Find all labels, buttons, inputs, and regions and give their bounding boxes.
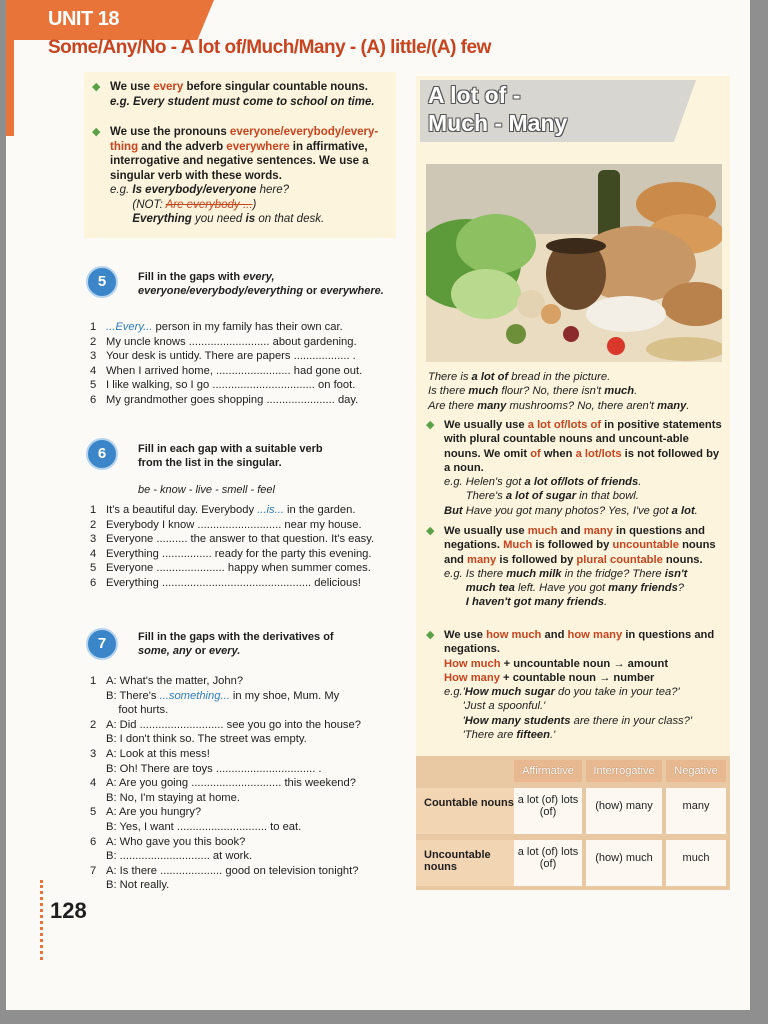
rule-text: We use how much and how many in questions and negations. How much + uncountable noun → amount How many + countable noun → number e.g.'How much sugar do you take in your tea?' 'Just a spoonful.' 'How many students are there in your class?' 'There are fifteen.': [444, 629, 715, 742]
table-row-label-uncountable: Uncountable nouns: [416, 840, 514, 886]
item-text: When I arrived home, ........................ had gone out.: [106, 364, 363, 377]
exercise-item: [90, 878, 169, 892]
diamond-bullet-icon: ◆: [426, 419, 435, 431]
item-text: Everything ................................................ delicious!: [106, 576, 361, 589]
exercise-item: [90, 393, 358, 407]
photo-examples: There is a lot of bread in the picture. Is there much flour? No, there isn't much. Are there many mushrooms? No, there aren't many.: [428, 371, 690, 412]
rule-much-many: [428, 524, 724, 610]
exercise-item: [90, 703, 168, 717]
exercise-item: [90, 532, 374, 546]
item-text: B: Not really.: [106, 879, 170, 892]
exercise-item: [90, 747, 210, 761]
item-text: ...Every... person in my family has their own car.: [106, 321, 343, 333]
rule-text: We use the pronouns everyone/everybody/every-thing and the adverb everywhere in affirmative, interrogative and negative sentences. We use a singular verb with these words. e.g. Is everybody/everyone here? (NOT: Are everybody ...) Everything you need is on that desk.: [110, 126, 379, 225]
exercise-item: [90, 820, 301, 834]
exercise-item: [90, 849, 252, 863]
exercise-item: [90, 349, 356, 363]
exercise-item: [90, 576, 361, 590]
item-number: 3: [90, 533, 97, 545]
item-text: It's a beautiful day. Everybody ...is... in the garden.: [106, 504, 356, 516]
item-text: My uncle knows .......................... about gardening.: [106, 335, 357, 348]
right-title-line-2: Much - Many: [428, 110, 568, 136]
header-band: [6, 40, 14, 136]
right-title-line-1: A lot of -: [428, 82, 521, 108]
exercise-item: [90, 674, 243, 688]
item-text: B: ............................. at work.: [106, 850, 253, 863]
item-text: B: I don't think so. The street was empty.: [106, 733, 307, 746]
item-number: 2: [90, 518, 97, 531]
rule-a-lot-of: [428, 418, 724, 518]
exercise-item: [90, 503, 355, 517]
item-text: foot hurts.: [106, 704, 169, 717]
exercise-7-badge: 7: [86, 628, 118, 660]
item-number: 6: [90, 835, 97, 848]
exercise-item: [90, 762, 322, 776]
table-cell: (how) much: [586, 840, 662, 886]
table-header-negative: Negative: [666, 760, 726, 782]
page-number: 128: [50, 898, 87, 923]
table-cell: a lot (of) lots (of): [514, 840, 582, 886]
rule-everyone: [94, 125, 392, 227]
textbook-page: [6, 0, 750, 1010]
item-text: A: Are you going ............................. this weekend?: [106, 777, 356, 790]
item-text: Everybody I know ........................... near my house.: [106, 518, 362, 531]
diamond-bullet-icon: ◆: [92, 126, 101, 138]
exercise-item: [90, 776, 356, 790]
item-number: 3: [90, 350, 97, 362]
item-number: 5: [90, 806, 97, 819]
item-number: 4: [90, 547, 97, 560]
item-text: A: Look at this mess!: [106, 748, 210, 760]
exercise-item: [90, 378, 355, 392]
diamond-bullet-icon: ◆: [426, 629, 435, 641]
exercise-item: [90, 561, 371, 575]
exercise-item: [90, 518, 362, 532]
exercise-item: [90, 718, 361, 732]
exercise-6-instruction: Fill in each gap with a suitable verb from the list in the singular.: [138, 443, 323, 469]
item-text: My grandmother goes shopping ...................... day.: [106, 393, 359, 406]
item-text: A: Who gave you this book?: [106, 835, 246, 848]
item-number: 1: [90, 675, 97, 687]
food-photo: [426, 164, 722, 362]
diamond-bullet-icon: ◆: [426, 525, 435, 537]
table-cell: much: [666, 840, 726, 886]
item-text: Your desk is untidy. There are papers .................. .: [106, 350, 356, 362]
rule-text: We use every before singular countable nouns. e.g. Every student must come to school on time.: [110, 81, 375, 108]
exercise-item: [90, 791, 240, 805]
word-list: be - know - live - smell - feel: [138, 484, 275, 496]
rule-every: [94, 80, 392, 109]
rule-text: We usually use a lot of/lots of in positive statements with plural countable nouns and uncount-able nouns. We omit of when a lot/lots is not followed by a noun. e.g. Helen's got a lot of/lots of friends. There's a lot of sugar in that bowl. But Have you got many photos? Yes, I've got a lot.: [444, 419, 722, 517]
item-number: 5: [90, 562, 97, 574]
item-number: 3: [90, 748, 97, 760]
exercise-item: [90, 732, 307, 746]
exercise-item: [90, 835, 245, 849]
item-number: 7: [90, 864, 97, 877]
item-number: 5: [90, 379, 97, 391]
item-text: A: What's the matter, John?: [106, 675, 244, 687]
item-number: 4: [90, 777, 97, 790]
exercise-5-instruction: Fill in the gaps with every, everyone/everybody/everything or everywhere.: [138, 271, 384, 297]
exercise-5-badge: 5: [86, 266, 118, 298]
item-number: 1: [90, 321, 97, 333]
exercise-item: [90, 547, 372, 561]
item-text: A: Did ........................... see you go into the house?: [106, 718, 361, 731]
table-cell: a lot (of) lots (of): [514, 788, 582, 834]
item-text: B: There's ...something... in my shoe, Mum. My: [106, 689, 340, 702]
item-text: Everyone .......... the answer to that question. It's easy.: [106, 533, 375, 545]
rule-text: We usually use much and many in questions and negations. Much is followed by uncountable nouns and many is followed by plural countable nouns. e.g. Is there much milk in the fridge? There isn't much tea left. Have you got many friends? I haven't got many friends.: [444, 525, 716, 609]
item-number: 4: [90, 364, 97, 377]
unit-title: Some/Any/No - A lot of/Much/Many - (A) little/(A) few: [48, 37, 491, 58]
exercise-item: [90, 335, 357, 349]
item-text: A: Is there .................... good on television tonight?: [106, 864, 359, 877]
exercise-item: [90, 364, 362, 378]
item-text: A: Are you hungry?: [106, 806, 202, 819]
table-cell: (how) many: [586, 788, 662, 834]
exercise-item: [90, 689, 339, 703]
dotted-margin-line: [40, 880, 47, 960]
item-number: 1: [90, 504, 97, 516]
item-text: I like walking, so I go ................................. on foot.: [106, 379, 356, 391]
unit-label: UNIT 18: [48, 8, 119, 30]
exercise-item: [90, 805, 201, 819]
exercise-item: [90, 864, 358, 878]
exercise-7-instruction: Fill in the gaps with the derivatives of some, any or every.: [138, 631, 334, 657]
table-header-interrogative: Interrogative: [586, 760, 662, 782]
item-text: B: Oh! There are toys ................................ .: [106, 762, 322, 775]
item-number: 6: [90, 393, 97, 406]
exercise-6-badge: 6: [86, 438, 118, 470]
item-number: 2: [90, 718, 97, 731]
item-number: 6: [90, 576, 97, 589]
item-text: Everyone ...................... happy when summer comes.: [106, 562, 371, 574]
table-row-label-countable: Countable nouns: [416, 788, 514, 834]
rule-how-much-many: [428, 628, 724, 742]
item-number: 2: [90, 335, 97, 348]
table-header-affirmative: Affirmative: [514, 760, 582, 782]
item-text: B: No, I'm staying at home.: [106, 791, 240, 804]
food-photo-illustration: [426, 164, 722, 362]
diamond-bullet-icon: ◆: [92, 81, 101, 93]
item-text: Everything ................ ready for the party this evening.: [106, 547, 372, 560]
exercise-item: [90, 320, 343, 334]
table-cell: many: [666, 788, 726, 834]
item-text: B: Yes, I want ............................. to eat.: [106, 821, 302, 833]
